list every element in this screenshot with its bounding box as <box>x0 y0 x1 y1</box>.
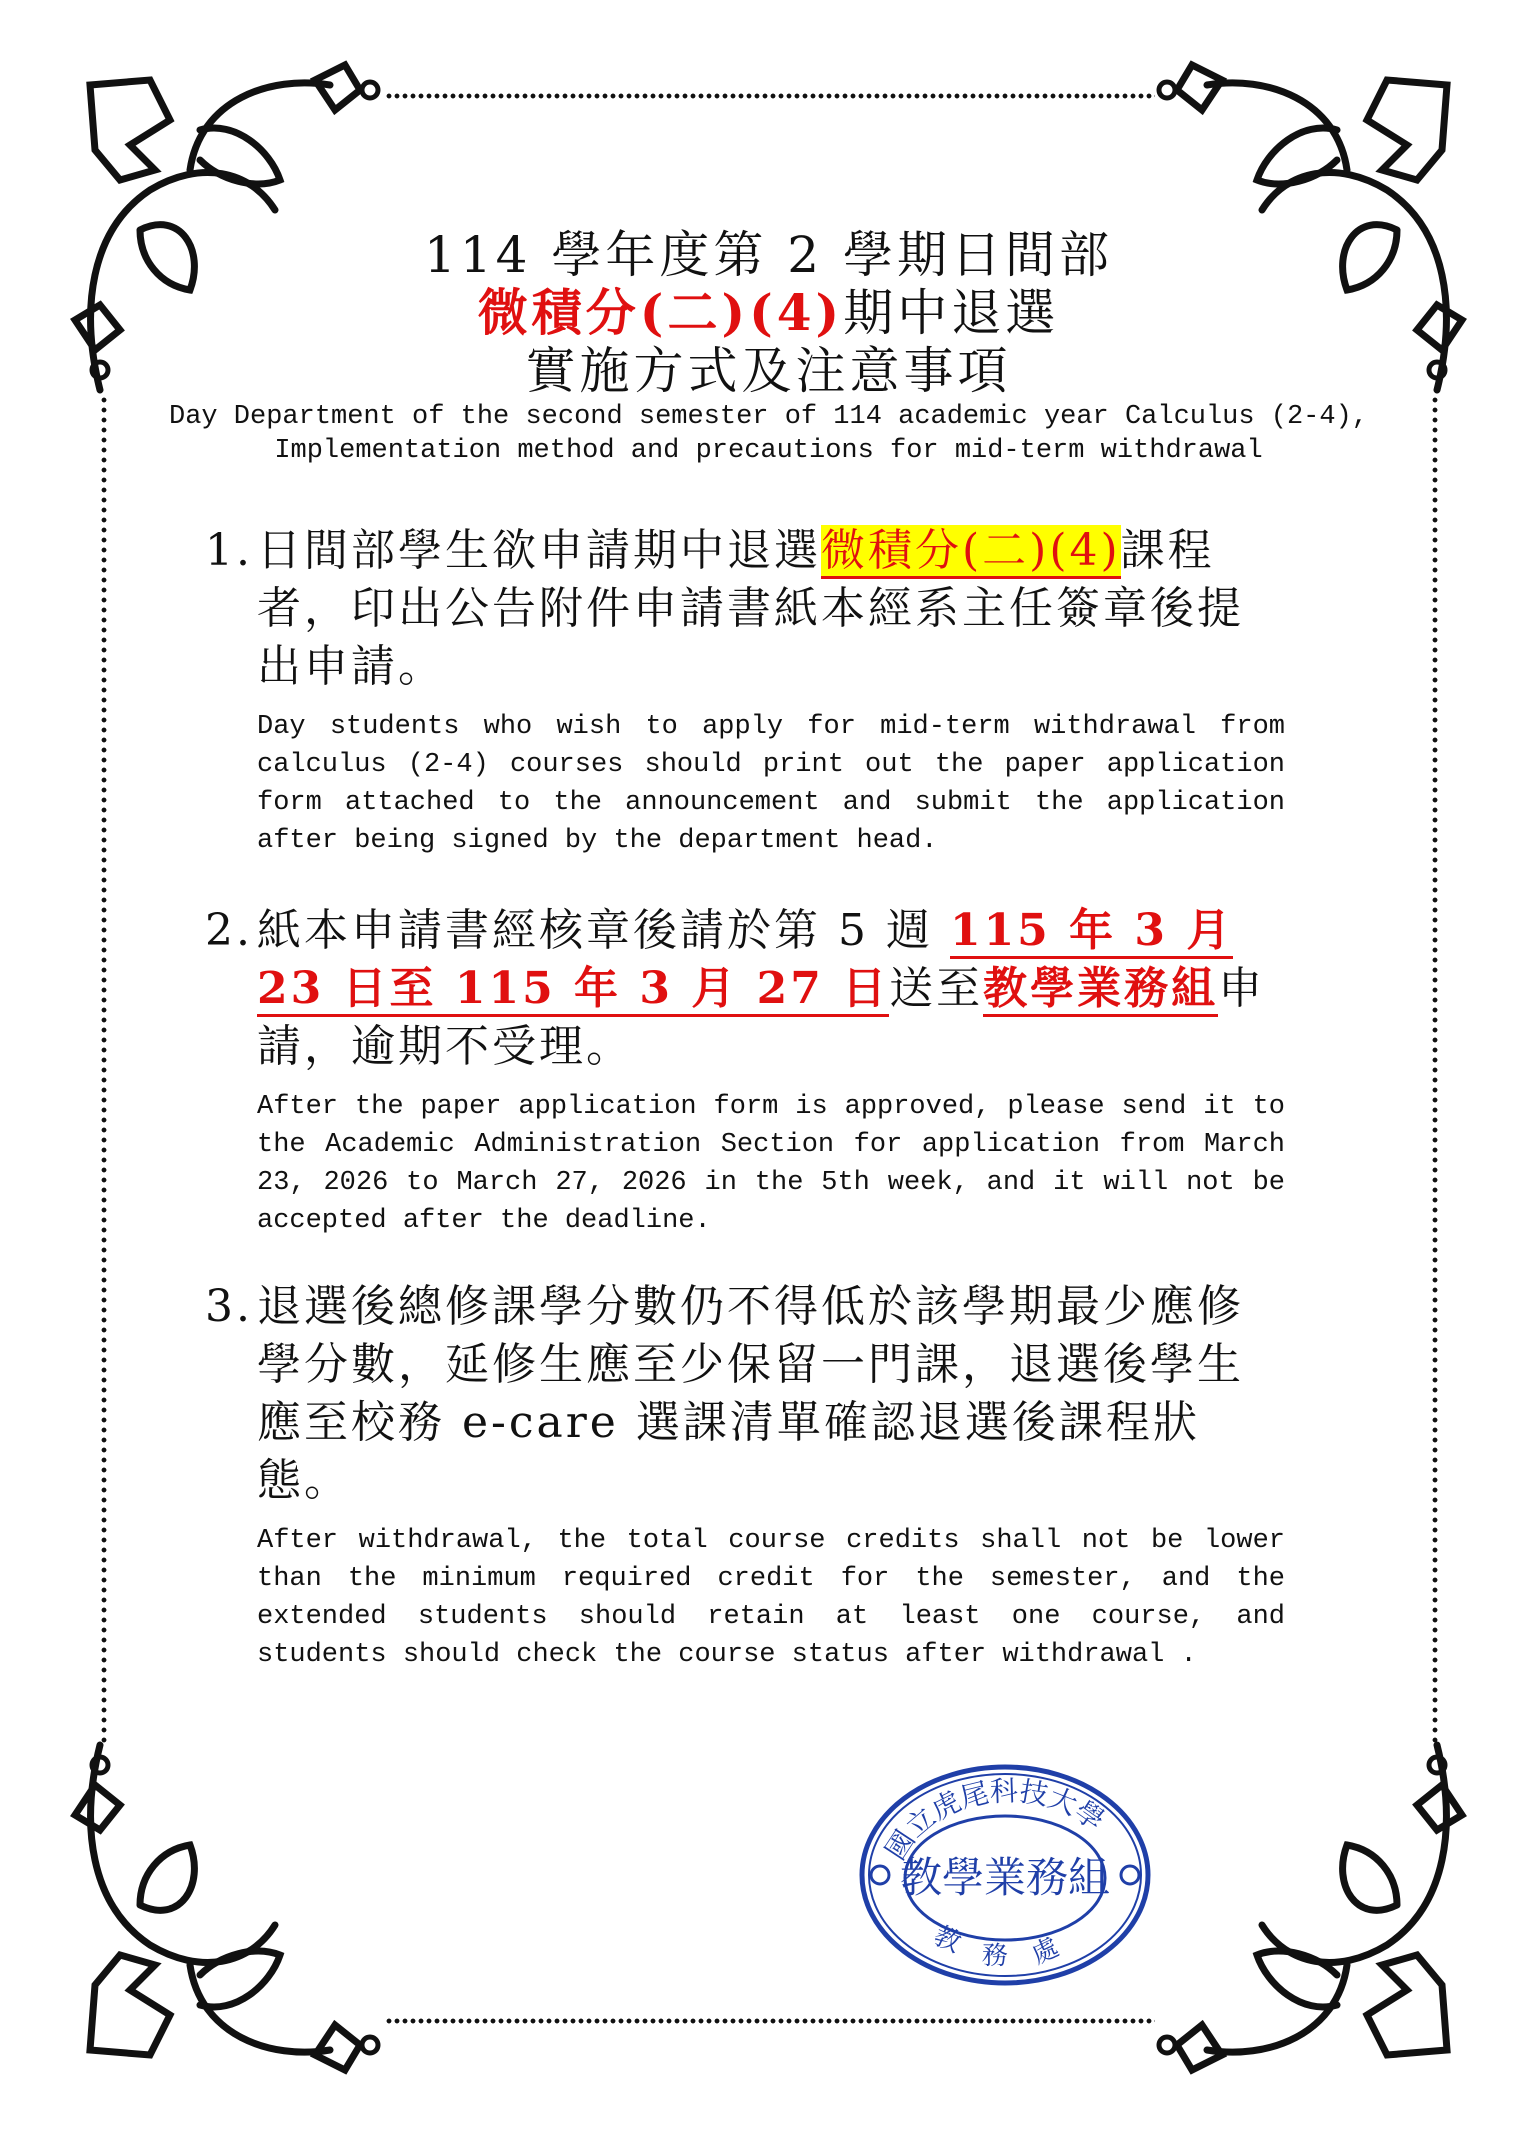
title-line-2 <box>0 284 1537 342</box>
item-3-number: 3. <box>205 1281 253 1332</box>
seal-center-text: 教學業務組 <box>899 1853 1111 1902</box>
seal-stamp-icon <box>855 1760 1155 1990</box>
frame-left-border <box>101 395 107 1745</box>
seal-outer-bottom-text: 教務處 <box>929 1920 1089 1972</box>
item-2-date-range: 115 年 3 月 23 日至 115 年 3 月 27 日 <box>257 905 1233 1017</box>
item-2 <box>205 902 1285 1240</box>
item-1-text-before: 日間部學生欲申請期中退選 <box>257 525 821 576</box>
official-seal <box>855 1760 1155 1990</box>
svg-text:教務處 <box>929 1921 1089 1971</box>
title-line-3: 實施方式及注意事項 <box>525 342 1012 400</box>
item-1 <box>205 522 1285 860</box>
english-subtitle-line-1: Day Department of the second semester of 114 academic year Calculus (2-4), <box>169 402 1368 432</box>
item-2-number: 2. <box>205 905 253 956</box>
item-3-text: 退選後總修課學分數仍不得低於該學期最少應修學分數，延修生應至少保留一門課，退選後學生應至校務 e-care 選課清單確認退選後課程狀態。 <box>257 1281 1244 1506</box>
item-1-highlight: 微積分(二)(4) <box>821 525 1121 579</box>
item-1-text-after: 課程者，印出公告附件申請書紙本經系主任簽章後提出申請。 <box>257 525 1244 692</box>
course-name: 微積分(二)(4) <box>477 283 844 342</box>
item-2-text-middle: 送至 <box>889 963 984 1014</box>
item-1-chinese <box>205 522 1285 696</box>
seal-outer-top-text: 國立虎尾科技大學 <box>878 1774 1111 1866</box>
frame-right-border <box>1432 395 1438 1745</box>
corner-ornament-bottom-right-icon <box>1147 1735 1477 2075</box>
document-title <box>0 226 1537 468</box>
english-subtitle-line-2: Implementation method and precautions for mid-term withdrawal <box>274 436 1263 466</box>
item-3 <box>205 1278 1285 1674</box>
item-2-chinese <box>205 902 1285 1076</box>
item-3-chinese <box>205 1278 1285 1510</box>
item-1-number: 1. <box>205 525 253 576</box>
corner-ornament-bottom-left-icon <box>60 1735 390 2075</box>
item-2-text-before: 紙本申請書經核章後請於第 5 週 <box>257 905 950 956</box>
item-2-office: 教學業務組 <box>983 963 1218 1017</box>
item-2-english: After the paper application form is approved, please send it to the Academic Administration Section for application from March 23, 2026 to March 27, 2026 in the 5th week, and it will not be accepted after the deadline. <box>257 1092 1285 1236</box>
item-3-english: After withdrawal, the total course credits shall not be lower than the minimum required credit for the semester, and the extended students should retain at least one course, and students should check the course status after withdrawal . <box>257 1526 1285 1670</box>
frame-top-border <box>385 93 1155 99</box>
item-1-english: Day students who wish to apply for mid-term withdrawal from calculus (2-4) courses should print out the paper application form attached to the announcement and submit the application after being signed by the department head. <box>257 712 1285 856</box>
frame-bottom-border <box>385 2018 1155 2024</box>
title-line-1: 114 學年度第 2 學期日間部 <box>424 226 1113 284</box>
item-2-text-after: 申請，逾期不受理。 <box>257 963 1266 1072</box>
title-line-2-rest: 期中退選 <box>843 284 1060 342</box>
